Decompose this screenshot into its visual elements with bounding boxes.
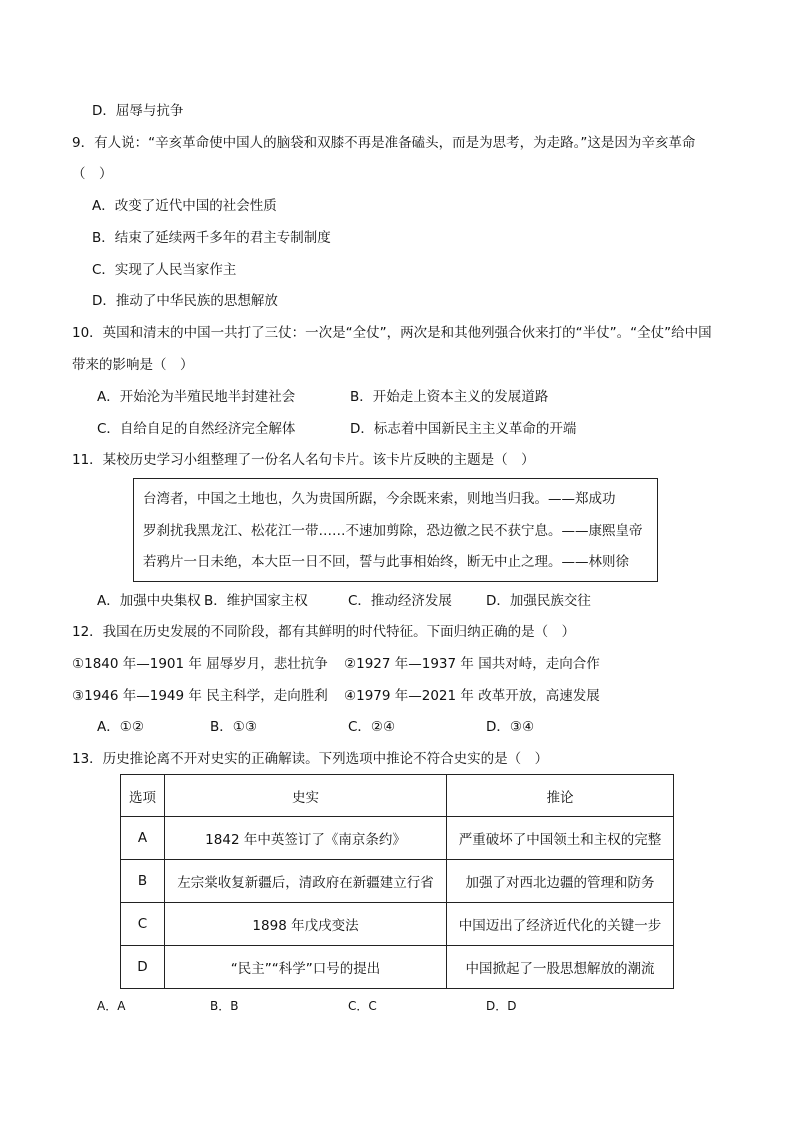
q12-option-d: D．③④ (486, 719, 535, 735)
row-d-fact: “民主”“科学”口号的提出 (165, 946, 447, 989)
q10-stem-line2: 带来的影响是（ ） (72, 357, 194, 373)
q13-option-c: C．C (348, 999, 377, 1013)
row-d-option: D (121, 946, 165, 989)
q11-quote-3: 若鸦片一日未绝，本大臣一日不回，誓与此事相始终，断无中止之理。——林则徐 (143, 554, 629, 570)
q9-option-d: D．推动了中华民族的思想解放 (92, 293, 278, 309)
q12-item-4: ④1979 年—2021 年 改革开放，高速发展 (344, 688, 600, 704)
q10-option-c: C．自给自足的自然经济完全解体 (97, 421, 296, 437)
q12-stem: 12．我国在历史发展的不同阶段，都有其鲜明的时代特征。下面归纳正确的是（ ） (72, 624, 576, 640)
q9-stem-line1: 9．有人说：“辛亥革命使中国人的脑袋和双膝不再是准备磕头，而是为思考，为走路。”这是因为辛亥革命 (72, 135, 696, 151)
table-header-row (121, 775, 674, 817)
q13-option-a: A．A (97, 999, 126, 1013)
q11-option-d: D．加强民族交往 (486, 593, 591, 609)
q12-option-b: B．①③ (210, 719, 257, 735)
q12-item-1: ①1840 年—1901 年 屈辱岁月，悲壮抗争 (72, 656, 328, 672)
q12-option-c: C．②④ (348, 719, 396, 735)
table-row (121, 946, 674, 989)
q13-stem: 13．历史推论离不开对史实的正确解读。下列选项中推论不符合史实的是（ ） (72, 751, 549, 767)
q12-item-3: ③1946 年—1949 年 民主科学，走向胜利 (72, 688, 328, 704)
q11-stem: 11．某校历史学习小组整理了一份名人名句卡片。该卡片反映的主题是（ ） (72, 452, 535, 468)
row-b-fact: 左宗棠收复新疆后，清政府在新疆建立行省 (165, 860, 447, 903)
row-c-option: C (121, 903, 165, 946)
q13-table (120, 774, 674, 989)
table-row (121, 860, 674, 903)
header-option: 选项 (121, 775, 165, 817)
q8-option-d: D．屈辱与抗争 (92, 103, 184, 119)
q10-stem-line1: 10．英国和清末的中国一共打了三仗：一次是“全仗”，两次是和其他列强合伙来打的“半仗”。“全仗”给中国 (72, 325, 712, 341)
row-a-option: A (121, 817, 165, 860)
row-a-inference: 严重破坏了中国领土和主权的完整 (447, 817, 674, 860)
header-fact: 史实 (165, 775, 447, 817)
q9-option-c: C．实现了人民当家作主 (92, 262, 237, 278)
q9-option-a: A．改变了近代中国的社会性质 (92, 198, 277, 214)
q11-option-c: C．推动经济发展 (348, 593, 452, 609)
row-b-option: B (121, 860, 165, 903)
row-b-inference: 加强了对西北边疆的管理和防务 (447, 860, 674, 903)
q13-option-d: D．D (486, 999, 517, 1013)
q11-option-b: B．维护国家主权 (204, 593, 308, 609)
table-row (121, 903, 674, 946)
q13-option-b: B．B (210, 999, 239, 1013)
q11-quote-card (133, 478, 658, 582)
header-inference: 推论 (447, 775, 674, 817)
row-c-inference: 中国迈出了经济近代化的关键一步 (447, 903, 674, 946)
row-c-fact: 1898 年戊戌变法 (165, 903, 447, 946)
q11-option-a: A．加强中央集权 (97, 593, 201, 609)
q10-option-d: D．标志着中国新民主主义革命的开端 (350, 421, 577, 437)
q10-option-a: A．开始沦为半殖民地半封建社会 (97, 389, 296, 405)
q11-quote-2: 罗刹扰我黑龙江、松花江一带……不速加剪除，恐边徼之民不获宁息。——康熙皇帝 (143, 523, 643, 539)
q10-option-b: B．开始走上资本主义的发展道路 (350, 389, 549, 405)
row-a-fact: 1842 年中英签订了《南京条约》 (165, 817, 447, 860)
row-d-inference: 中国掀起了一股思想解放的潮流 (447, 946, 674, 989)
table-row (121, 817, 674, 860)
q11-quote-1: 台湾者，中国之土地也，久为贵国所踞，今余既来索，则地当归我。——郑成功 (143, 491, 616, 507)
q9-stem-line2: （ ） (72, 166, 113, 182)
q12-option-a: A．①② (97, 719, 144, 735)
q9-option-b: B．结束了延续两千多年的君主专制制度 (92, 230, 331, 246)
q12-item-2: ②1927 年—1937 年 国共对峙，走向合作 (344, 656, 600, 672)
